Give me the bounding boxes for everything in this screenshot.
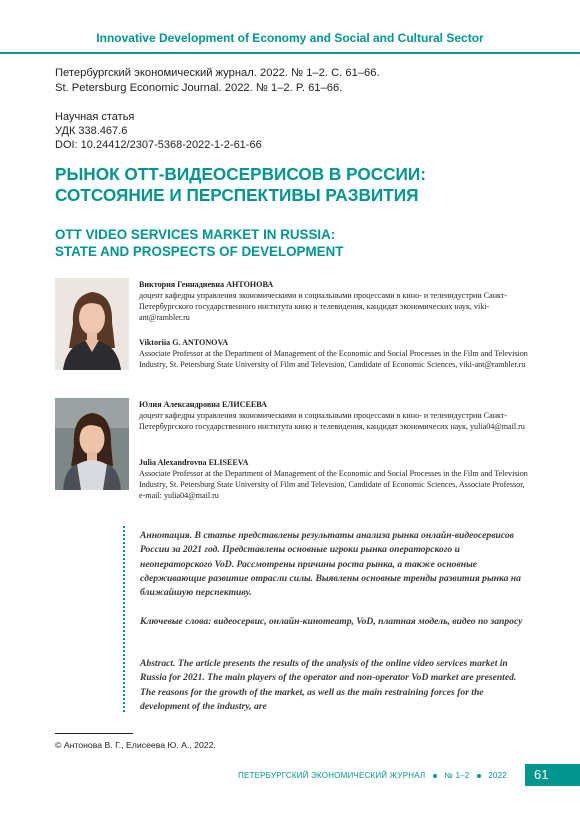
- author-bio-ru: доцент кафедры управления экономическими и социальными процессами в кино- и телеиндустрии Санкт-Петербургского государственного института кино и телевидения, кандидат экономических наук, viki-ant@rambler.ru: [139, 291, 508, 322]
- author-photo-eliseeva: [55, 398, 129, 490]
- abstract-dotted-rule: [123, 526, 125, 712]
- title-en-line: STATE AND PROSPECTS OF DEVELOPMENT: [55, 244, 344, 259]
- bullet-icon: [477, 774, 481, 778]
- author-bio-en: Associate Professor at the Department of Management of the Economic and Social Processes in the Film and Television Industry, St. Petersburg State University of Film and Television, Candidate of Economic Sciences, viki-ant@rambler.ru: [139, 349, 528, 369]
- author-name-en: Viktoriia G. ANTONOVA: [139, 338, 229, 347]
- running-header: [0, 0, 580, 60]
- citation-block: [55, 66, 380, 95]
- footer-issue: № 1–2: [444, 771, 470, 780]
- author-en-eliseeva: [139, 457, 531, 501]
- title-ru-line: РЫНОК ОТТ-ВИДЕОСЕРВИСОВ В РОССИИ:: [55, 164, 426, 184]
- footnote-rule: [55, 733, 133, 734]
- author-ru-eliseeva: [139, 399, 531, 432]
- author-name-en: Julia Alexandrovna ELISEEVA: [139, 458, 249, 467]
- bullet-icon: [433, 774, 437, 778]
- author-name-ru: Виктория Геннадиевна АНТОНОВА: [139, 280, 274, 289]
- citation-en: St. Petersburg Economic Journal. 2022. № 1–2. P. 61–66.: [55, 81, 343, 94]
- abstract-en: Abstract. The article presents the results of the analysis of the online video services market in Russia for 2021. The main players of the operator and non-operator VoD market are presented. The reasons for the growth of the market, as well as the main restraining forces for the development of the industry, are: [140, 658, 517, 712]
- citation-ru: Петербургский экономический журнал. 2022. № 1–2. С. 61–66.: [55, 67, 380, 79]
- footer-journal-name: ПЕТЕРБУРГСКИЙ ЭКОНОМИЧЕСКИЙ ЖУРНАЛ: [238, 771, 426, 780]
- page-number: 61: [525, 764, 580, 786]
- author-name-ru: Юлия Александровна ЕЛИСЕЕВА: [139, 400, 267, 409]
- article-type: Научная статья: [55, 111, 135, 123]
- author-bio-ru: доцент кафедры управления экономическими и социальными процессами в кино- и телеиндустрии Санкт-Петербургского государственного института кино и телевидения, кандидат экономичесих наук, yulia04@mail.ru: [139, 411, 525, 431]
- title-ru-line: СОТСОЯНИЕ И ПЕРСПЕКТИВЫ РАЗВИТИЯ: [55, 185, 419, 205]
- footer-journal-info: [238, 771, 507, 780]
- author-portrait-icon: [55, 398, 129, 490]
- article-title-en: [55, 226, 535, 260]
- keywords-ru: Ключевые слова: видеосервис, онлайн-кинотеатр, VoD, платная модель, видео по запросу: [140, 616, 523, 627]
- copyright-footnote: © Антонова В. Г., Елисеева Ю. А., 2022.: [55, 740, 216, 750]
- author-en-antonova: [139, 337, 531, 370]
- doi: DOI: 10.24412/2307-5368-2022-1-2-61-66: [55, 139, 262, 151]
- article-meta: [55, 110, 262, 152]
- author-ru-antonova: [139, 279, 531, 323]
- udc-code: УДК 338.467.6: [55, 125, 128, 137]
- title-en-line: OTT VIDEO SERVICES MARKET IN RUSSIA:: [55, 227, 336, 242]
- author-bio-en: Associate Professor at the Department of Management of the Economic and Social Processes in the Film and Television Industry, St. Petersburg State University of Film and Television, Candidate of Economic Sciences, Associate Professor, e-mail: yulia04@mail.ru: [139, 469, 528, 500]
- abstract-ru: Аннотация. В статье представлены результаты анализа рынка онлайн-видеосервисов России за 2021 год. Представлены основные игроки рынка операторского и неоператорского VoD. Рассмотрены причины роста рынка, а также основные сдерживающие развитие отрасли силы. Выявлены основные тренды развития рынка на ближайшую перспективу.: [140, 530, 521, 599]
- author-photo-antonova: [55, 278, 129, 370]
- running-header-title: Innovative Development of Economy and Social and Cultural Sector: [96, 31, 484, 45]
- author-portrait-icon: [55, 278, 129, 370]
- header-divider: [0, 52, 580, 54]
- footer-year: 2022: [488, 771, 507, 780]
- article-title-ru: [55, 164, 535, 206]
